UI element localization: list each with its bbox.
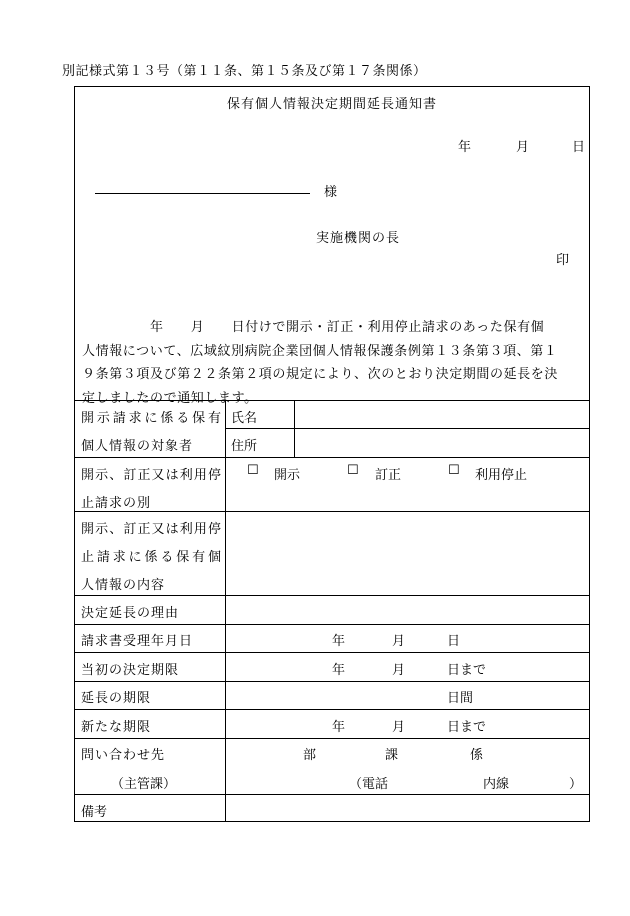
new-day-label: 日まで xyxy=(447,720,487,735)
request-type-label-line1: 開示、訂正又は利用停 xyxy=(81,468,221,483)
name-label: 氏名 xyxy=(231,411,258,426)
extension-label: 延長の期限 xyxy=(81,691,152,706)
initial-month-label: 月 xyxy=(392,663,406,678)
address-label: 住所 xyxy=(231,439,258,454)
disclosure-option-label: 開示 xyxy=(274,468,301,483)
new-year-label: 年 xyxy=(332,720,346,735)
date-day-label: 日 xyxy=(572,140,586,155)
disclosure-checkbox[interactable]: ☐ xyxy=(247,463,259,478)
department-label: 部 xyxy=(303,748,317,763)
reason-field[interactable] xyxy=(226,596,588,623)
address-field[interactable] xyxy=(295,429,588,456)
content-label-line3: 人情報の内容 xyxy=(81,578,166,593)
addressee-name-line[interactable] xyxy=(95,193,310,194)
initial-deadline-label: 当初の決定期限 xyxy=(81,663,180,678)
receipt-month-label: 月 xyxy=(392,634,406,649)
initial-day-label: 日まで xyxy=(447,663,487,678)
contact-label-line2: （主管課） xyxy=(111,777,177,792)
receipt-date-label: 請求書受理年月日 xyxy=(81,634,194,649)
body-line: 定しましたので通知します。 xyxy=(82,390,258,406)
receipt-day-label: 日 xyxy=(447,634,461,649)
reason-label: 決定延長の理由 xyxy=(81,606,180,621)
body-line: 年 月 日付けで開示・訂正・利用停止請求のあった保有個 xyxy=(82,320,545,335)
notice-body xyxy=(82,316,586,410)
name-field[interactable] xyxy=(295,401,588,427)
seal-mark: 印 xyxy=(556,253,570,268)
section-label: 課 xyxy=(385,748,399,763)
remarks-label: 備考 xyxy=(81,805,108,820)
content-field[interactable] xyxy=(226,512,588,594)
request-type-label-line2: 止請求の別 xyxy=(81,496,152,511)
correction-checkbox[interactable]: ☐ xyxy=(347,463,359,478)
suspension-option-label: 利用停止 xyxy=(475,468,528,483)
issuer-title: 実施機関の長 xyxy=(316,231,401,246)
target-label-line1: 開示請求に係る保有 xyxy=(81,411,221,426)
remarks-field[interactable] xyxy=(226,795,588,821)
receipt-year-label: 年 xyxy=(332,634,346,649)
date-month-label: 月 xyxy=(516,140,530,155)
extension-days-unit: 日間 xyxy=(447,691,474,706)
new-month-label: 月 xyxy=(392,720,406,735)
phone-open-label: （電話 xyxy=(349,777,389,792)
suspension-checkbox[interactable]: ☐ xyxy=(448,463,460,478)
initial-year-label: 年 xyxy=(332,663,346,678)
target-label-line2: 個人情報の対象者 xyxy=(81,439,194,454)
body-line: 人情報について、広域紋別病院企業団個人情報保護条例第１３条第３項、第１ xyxy=(82,343,558,359)
new-deadline-label: 新たな期限 xyxy=(81,720,152,735)
phone-close-label: ） xyxy=(569,777,583,792)
content-label-line1: 開示、訂正又は利用停 xyxy=(81,522,221,537)
form-number-caption: 別記様式第１３号（第１１条、第１５条及び第１７条関係） xyxy=(62,64,427,79)
contact-label-line1: 問い合わせ先 xyxy=(81,748,166,763)
content-label-line2: 止請求に係る保有個 xyxy=(81,550,221,565)
date-year-label: 年 xyxy=(458,140,472,155)
addressee-suffix: 様 xyxy=(324,185,338,200)
body-line: ９条第３項及び第２２条第２項の規定により、次のとおり決定期間の延長を決 xyxy=(82,367,559,382)
notice-form xyxy=(74,86,590,822)
correction-option-label: 訂正 xyxy=(375,468,402,483)
extension-number-label: 内線 xyxy=(483,777,510,792)
unit-label: 係 xyxy=(470,748,484,763)
form-title: 保有個人情報決定期間延長通知書 xyxy=(226,97,437,112)
